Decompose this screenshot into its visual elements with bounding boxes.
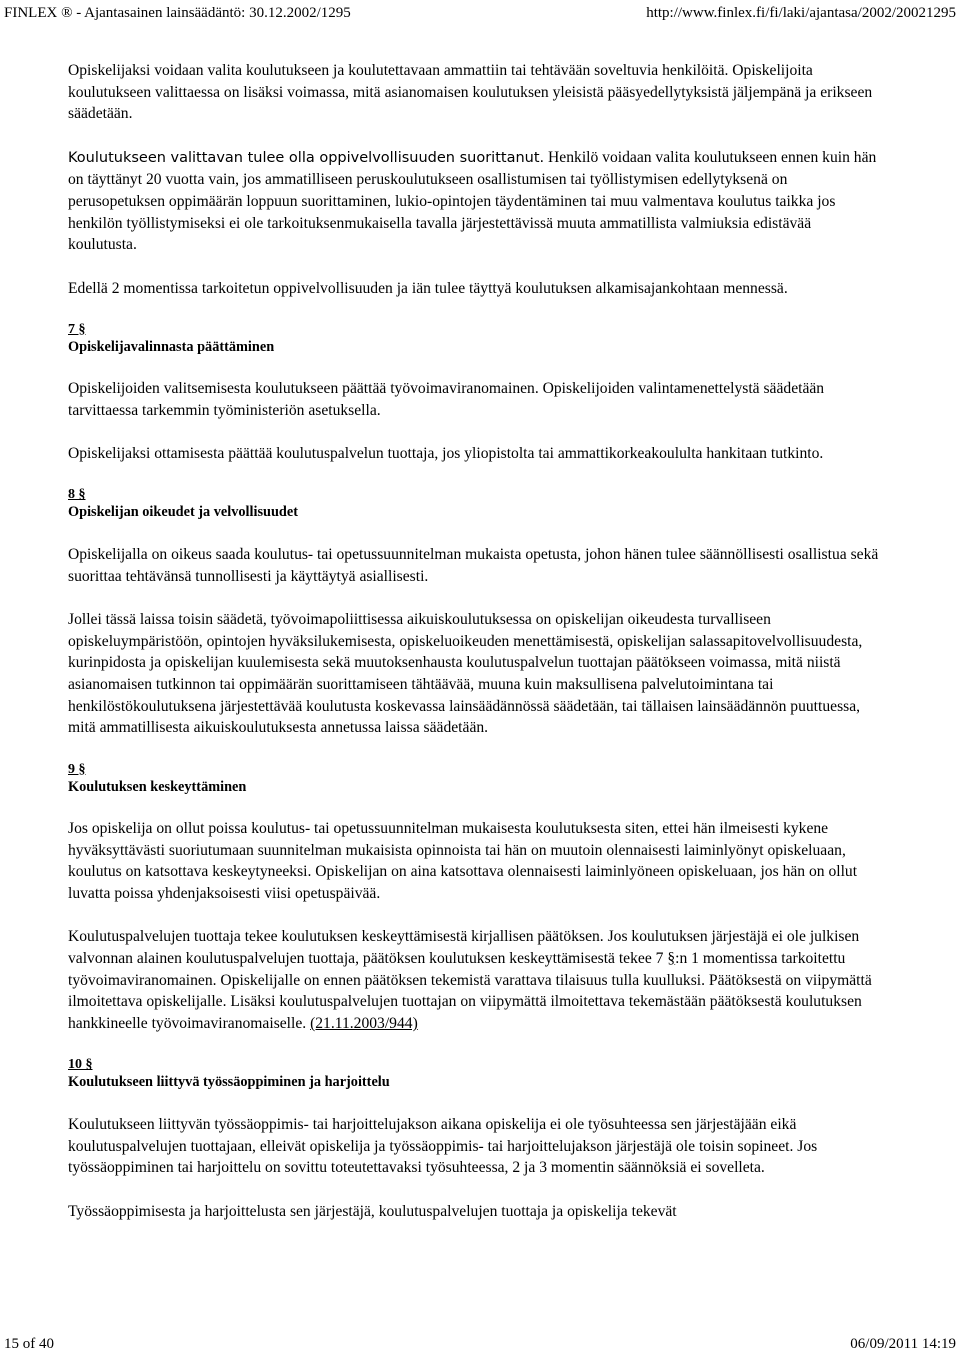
print-header: [4, 4, 956, 22]
paragraph: Koulutuspalvelujen tuottaja tekee koulutuksen keskeyttämisestä kirjallisen päätöksen. Jos koulutuksen järjestäjä ei ole julkisen valvonnan alainen koulutuspalvelujen tuottaja, päätöksen koulutuksen keskeyttämisestä tekee 7 §:n 1 momentissa tarkoitettu työvoimaviranomainen. Opiskelijalle on ennen päätöksen tekemistä varattava tilaisuus tulla kuulluksi. Päätöksestä on viipymättä ilmoitettava opiskelijalle. Lisäksi koulutuspalvelujen tuottajan on viipymättä ilmoitettava tekemästään päätöksestä koulutuksen hankkineelle työvoimaviranomaiselle. (21.11.2003/944): [68, 928, 872, 1033]
section-number-link[interactable]: 8 §: [68, 487, 86, 503]
section-title: Koulutuksen keskeyttäminen: [68, 778, 247, 795]
section-sign-link[interactable]: §: [667, 950, 676, 968]
header-url: http://www.finlex.fi/fi/laki/ajantasa/2002/20021295: [646, 5, 956, 21]
section-sign: §: [78, 761, 86, 777]
amendment-reference-link[interactable]: (21.11.2003/944): [310, 1015, 418, 1033]
section-title: Opiskelijavalinnasta päättäminen: [68, 338, 275, 355]
section-8: [68, 486, 883, 522]
header-page-title: FINLEX ® - Ajantasainen lainsäädäntö: 30.12.2002/1295: [4, 5, 351, 21]
page-counter: 15 of 40: [4, 1336, 54, 1352]
section-10: [68, 1056, 883, 1092]
paragraph: Opiskelijaksi voidaan valita koulutukseen ja koulutettavaan ammattiin tai tehtävään soveltuvia henkilöitä. Opiskelijoita koulutukseen valittaessa on lisäksi voimassa, mitä asianomaisen koulutuksen yleisistä pääsyedellytyksistä jäljempänä ja erikseen säädetään.: [68, 62, 873, 123]
paragraph: Opiskelijaksi ottamisesta päättää koulutuspalvelun tuottaja, jos yliopistolta tai ammattikorkeakoululta hankitaan tutkinto.: [68, 445, 824, 463]
section-sign: §: [85, 1057, 93, 1073]
paragraph: Koulutukseen liittyvän työssäoppimis- tai harjoittelujakson aikana opiskelija ei ole työsuhteessa sen järjestäjään eikä koulutuspalvelujen tuottajaan, elleivät opiskelija ja työssäoppimis- tai harjoittelujakson järjestäjä ole toisin sopineet. Jos työssäoppiminen tai harjoittelu on sovittu toteutettavaksi työsuhteessa, 2 ja 3 momentin säännöksiä ei sovelleta.: [68, 1115, 818, 1177]
paragraph: Työssäoppimisesta ja harjoittelusta sen järjestäjä, koulutuspalvelujen tuottaja ja opiskelija tekevät: [68, 1202, 677, 1220]
section-sign: §: [78, 321, 86, 337]
paragraph-lead: Koulutukseen valittavan tulee olla oppivelvollisuuden suorittanut.: [68, 149, 545, 166]
section-title: Opiskelijan oikeudet ja velvollisuudet: [68, 504, 298, 521]
paragraph: [68, 147, 883, 257]
section-sign: §: [78, 487, 86, 503]
paragraph: Edellä 2 momentissa tarkoitetun oppivelvollisuuden ja iän tulee täyttyä koulutuksen alkamisajankohtaan mennessä.: [68, 279, 788, 297]
paragraph: Opiskelijalla on oikeus saada koulutus- tai opetussuunnitelman mukaista opetusta, johon hänen tulee säännöllisesti osallistua sekä suorittaa tehtävänsä tunnollisesti ja käyttäytyä asiallisesti.: [68, 545, 879, 585]
paragraph: Opiskelijoiden valitsemisesta koulutukseen päättää työvoimaviranomainen. Opiskelijoiden valintamenettelystä säädetään tarvittaessa tarkemmin työministeriön asetuksella.: [68, 380, 825, 420]
section-number-link[interactable]: 10 §: [68, 1057, 93, 1073]
print-timestamp: 06/09/2011 14:19: [850, 1336, 956, 1352]
section-number-link[interactable]: 9 §: [68, 761, 86, 777]
section-7: [68, 321, 883, 357]
print-footer: [4, 1335, 956, 1353]
paragraph: Jollei tässä laissa toisin säädetä, työvoimapoliittisessa aikuiskoulutuksessa on opiskelijan oikeudesta turvalliseen opiskeluympäristöön, opintojen hyväksilukemisesta, opiskeluoikeuden menettämisestä, opiskelijan salassapitovelvollisuudesta, kurinpidosta ja opiskelijan kuulemisesta sekä muutoksenhausta koulutuspalvelun tuottajan päätökseen voimassa, mitä niistä asianomaisen tutkinnon tai oppimäärän suorittamiseen tähtäävää, muuna kuin maksullisena palvelutoimintana tai henkilöstökoulutuksena järjestettävää koulutusta koskevassa lainsäädännössä säädetään, tai tällaisen lainsäädännön puuttuessa, mitä ammatillisesta aikuiskoulutuksesta annetussa laissa säädetään.: [68, 610, 863, 737]
section-number-link[interactable]: 7 §: [68, 321, 86, 337]
section-9: [68, 761, 883, 797]
section-title: Koulutukseen liittyvä työssäoppiminen ja harjoittelu: [68, 1074, 390, 1091]
paragraph-rest: Henkilö voidaan valita koulutukseen ennen kuin hän on täyttänyt 20 vuotta vain, jos ammatilliseen peruskoulutukseen osallistumisen tai työllistymisen edellytyksenä on perusopetuksen oppimäärän loppuun suorittaminen, lukio-opintojen täydentäminen tai muu valmentava koulutus taikka jos henkilön työllistymiseksi ei ole tarkoituksenmukaisella tavalla järjestettävissä muuta ammatillista valmiuksia edistävää koulutusta.: [68, 148, 877, 254]
document-body: [68, 60, 883, 1244]
paragraph: Jos opiskelija on ollut poissa koulutus- tai opetussuunnitelman mukaisesta koulutuksesta siten, ettei hän ilmeisesti kykene hyväksyttävästi suoriutumaan suunnitelman mukaisista opinnoista tai hän on muutoin olennaisesti laiminlyönyt opiskeluaan, koulutus on katsottava keskeytyneeksi. Opiskelijan on aina katsottava olennaisesti laiminlyöneen opiskeluaan, jos hän on ollut luvatta poissa yhdenjaksoisesti viisi opetuspäivää.: [68, 820, 858, 903]
